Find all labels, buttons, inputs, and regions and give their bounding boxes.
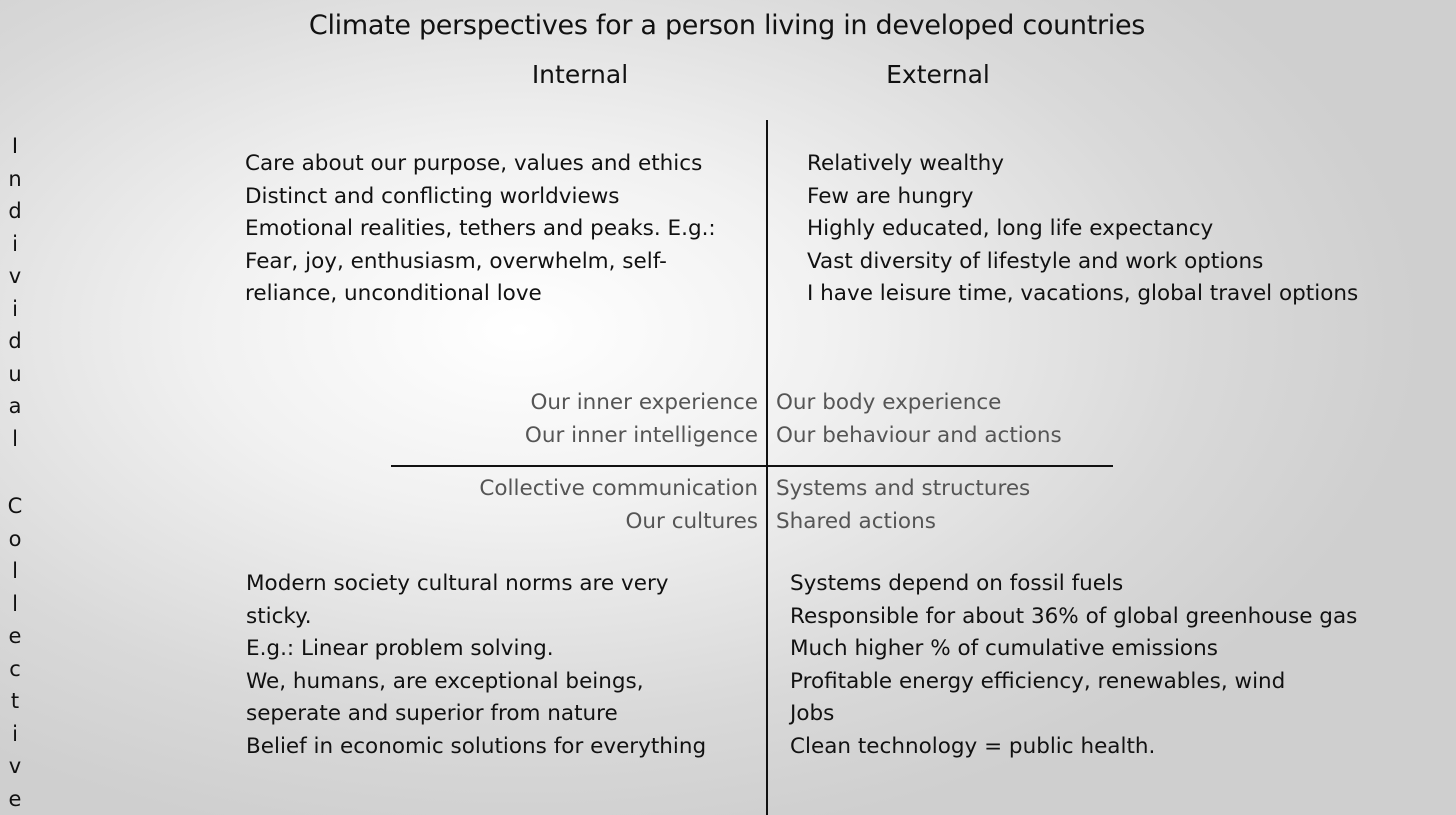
row-label-letter: C	[7, 494, 23, 518]
quadrant-line: Systems depend on fossil fuels	[790, 571, 1124, 596]
row-label-letter: i	[12, 296, 18, 321]
row-label-letter: i	[12, 231, 18, 256]
row-label-letter: l	[12, 559, 18, 583]
center-labels-collective-external	[776, 473, 1030, 538]
quadrant-collective-external	[790, 568, 1357, 763]
row-label-letter: v	[8, 264, 22, 288]
quadrant-line: sticky.	[246, 603, 312, 629]
center-label: Our behaviour and actions	[776, 422, 1062, 448]
quadrant-line: Modern society cultural norms are very	[246, 571, 669, 596]
quadrant-line: reliance, unconditional love	[245, 281, 542, 306]
center-label: Shared actions	[776, 508, 936, 534]
row-label-letter: u	[8, 361, 22, 386]
quadrant-line: E.g.: Linear problem solving.	[246, 636, 554, 661]
quadrant-line: We, humans, are exceptional beings,	[246, 668, 644, 694]
quadrant-line: Few are hungry	[807, 183, 974, 209]
row-label-letter: e	[8, 786, 22, 811]
quadrant-line: Profitable energy efficiency, renewables, wind	[790, 668, 1286, 694]
row-label-letter: l	[12, 426, 18, 451]
quadrant-collective-internal	[246, 568, 706, 763]
row-label-letter: c	[9, 656, 21, 681]
row-label-letter: a	[8, 394, 22, 418]
quadrant-line: Much higher % of cumulative emissions	[790, 636, 1218, 661]
column-header-external: External	[886, 60, 990, 89]
quadrant-line: Belief in economic solutions for everything	[246, 733, 707, 759]
quadrant-line: seperate and superior from nature	[246, 701, 618, 726]
center-label: Collective communication	[479, 476, 758, 501]
quadrant-line: Fear, joy, enthusiasm, overwhelm, self-	[245, 248, 667, 274]
center-labels-collective-internal	[380, 473, 758, 538]
row-label-letter: l	[12, 591, 18, 616]
row-label-letter: d	[8, 329, 22, 353]
row-label-letter: v	[8, 754, 22, 778]
quadrant-individual-internal	[245, 148, 716, 311]
quadrant-line: Highly educated, long life expectancy	[807, 216, 1214, 241]
quadrant-individual-external	[807, 148, 1358, 311]
row-label-letter: t	[10, 689, 20, 713]
center-labels-individual-external	[776, 387, 1062, 452]
row-label-letter: e	[8, 624, 22, 648]
row-label-collective	[0, 490, 30, 815]
row-label-letter: d	[8, 199, 22, 223]
quadrant-line: I have leisure time, vacations, global travel options	[807, 281, 1359, 306]
center-label: Systems and structures	[776, 476, 1031, 501]
center-label: Our inner experience	[530, 390, 758, 415]
row-label-letter: I	[11, 134, 19, 158]
quadrant-line: Emotional realities, tethers and peaks. E.g.:	[245, 216, 716, 241]
center-label: Our body experience	[776, 390, 1002, 415]
row-label-individual	[0, 130, 30, 455]
quadrant-line: Relatively wealthy	[807, 151, 1004, 176]
row-label-letter: o	[8, 526, 22, 551]
quadrant-line: Vast diversity of lifestyle and work options	[807, 248, 1264, 274]
quadrant-line: Responsible for about 36% of global greenhouse gas	[790, 603, 1358, 629]
quadrant-line: Distinct and conflicting worldviews	[245, 183, 620, 209]
center-label: Our cultures	[625, 508, 758, 534]
column-header-internal: Internal	[531, 60, 629, 89]
center-label: Our inner intelligence	[524, 422, 758, 448]
row-label-letter: i	[12, 721, 18, 746]
quadrant-line: Clean technology = public health.	[790, 733, 1156, 759]
quadrant-line: Care about our purpose, values and ethics	[245, 151, 703, 176]
horizontal-axis-line	[391, 465, 1113, 467]
center-labels-individual-internal	[380, 387, 758, 452]
vertical-axis-line	[766, 120, 768, 815]
quadrant-line: Jobs	[790, 701, 835, 726]
diagram-title: Climate perspectives for a person living in developed countries	[308, 10, 1146, 41]
row-label-letter: n	[8, 166, 22, 191]
